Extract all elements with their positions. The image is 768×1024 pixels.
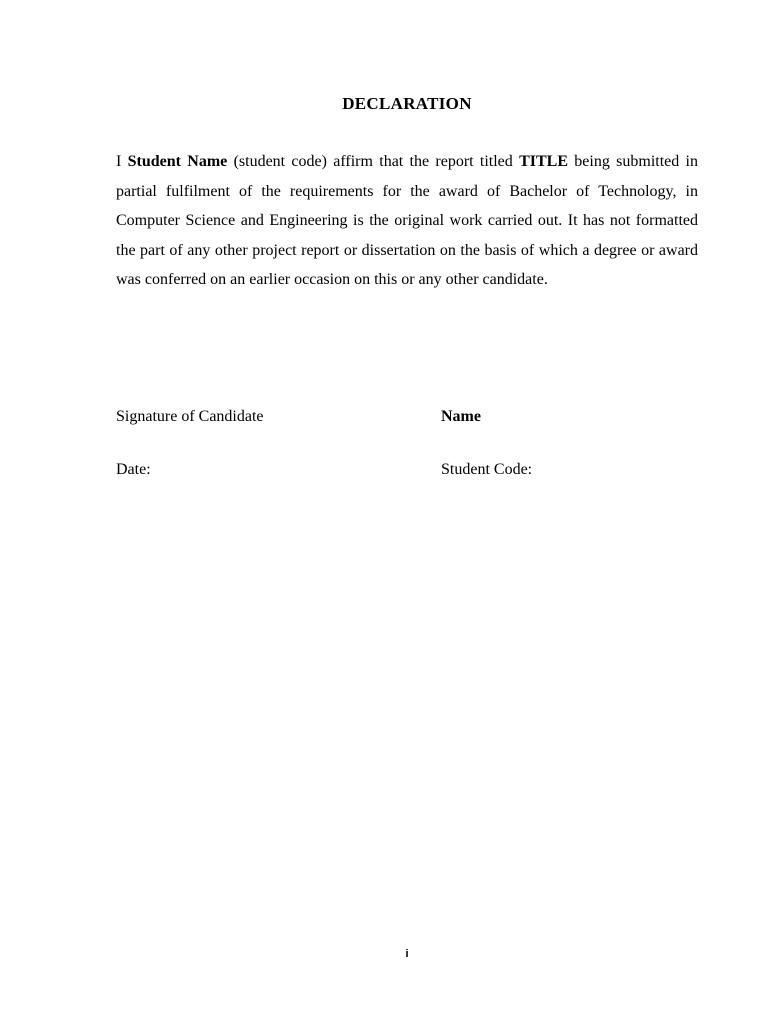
paragraph-after-name: (student code) affirm that the report titled bbox=[227, 153, 520, 170]
student-code-label: Student Code: bbox=[441, 461, 533, 478]
page-title: DECLARATION bbox=[342, 94, 472, 113]
date-label: Date: bbox=[116, 461, 151, 478]
signature-of-candidate-label: Signature of Candidate bbox=[116, 408, 264, 425]
paragraph-intro: I bbox=[116, 153, 128, 170]
paragraph-rest: being submitted in partial fulfilment of the requirements for the award of Bachelor of Technology, in Computer Science and Engineering is the original work carried out. It has not formatted the part of any other project report or dissertation on the basis of which a degree or award was conferred on an earlier occasion on this or any other candidate. bbox=[116, 153, 699, 288]
declaration-paragraph bbox=[116, 147, 698, 295]
report-title: TITLE bbox=[519, 153, 568, 170]
name-label: Name bbox=[441, 408, 481, 425]
student-name: Student Name bbox=[127, 153, 228, 170]
page-number: i bbox=[405, 948, 409, 960]
